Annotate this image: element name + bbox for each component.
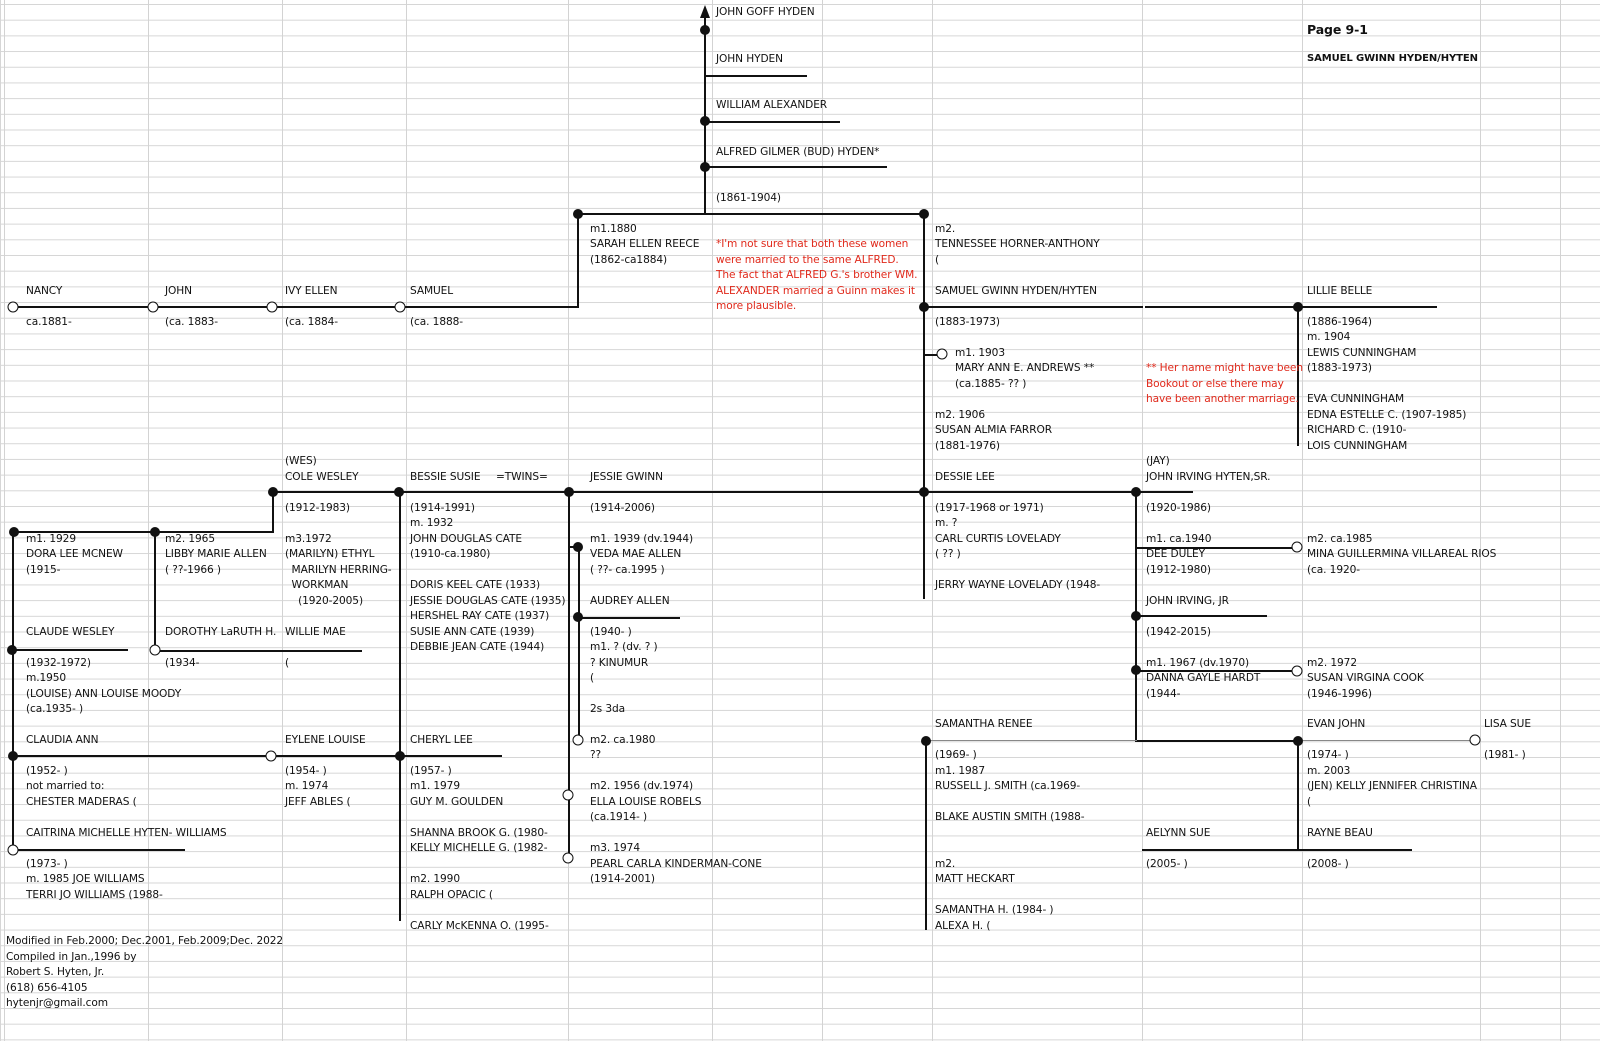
spouse-name: TENNESSEE HORNER-ANTHONY [935,238,1100,250]
spouse-name: PEARL CARLA KINDERMAN-CONE [590,858,762,870]
spouse-name: LEWIS CUNNINGHAM [1307,347,1417,359]
partner-name: CHESTER MADERAS ( [26,796,137,808]
person-name: LILLIE BELLE [1307,285,1373,297]
spouse-dates: ( ??-1966 ) [165,564,221,576]
spouse-name: JEFF ABLES ( [285,796,351,808]
marriage-2: m2. ca.1985 [1307,533,1373,545]
spouse-dates: (1862-ca1884) [590,254,668,266]
marriage: m. 1985 JOE WILLIAMS [26,873,145,885]
grandchild-name: EVAN JOHN [1307,718,1366,730]
spouse-dates: (1914-2001) [590,873,655,885]
child-name: EVA CUNNINGHAM [1307,393,1405,405]
note-line: Bookout or else there may [1146,378,1284,390]
marriage-1: m1. 1939 (dv.1944) [590,533,694,545]
footer-compiled: Compiled in Jan.,1996 by [6,951,137,963]
person-name: IVY ELLEN [285,285,338,297]
spouse-name: SUSAN ALMIA FARROR [935,424,1052,436]
child-name: AELYNN SUE [1146,827,1211,839]
person-dates: (1912-1983) [285,502,350,514]
spouse-dates: (1881-1976) [935,440,1000,452]
child-name: EDNA ESTELLE C. (1907-1985) [1307,409,1467,421]
note-line: ** Her name might have been [1146,362,1303,374]
person-dates: (1952- ) [26,765,68,777]
ancestor: JOHN GOFF HYDEN [716,6,815,18]
person-dates: (1934- [165,657,200,669]
spouse-name: VEDA MAE ALLEN [590,548,682,560]
marriage-1: m1. 1929 [26,533,76,545]
person-name: JOHN [165,285,192,297]
child-name: HERSHEL RAY CATE (1937) [410,610,550,622]
child-name: TERRI JO WILLIAMS (1988- [26,889,163,901]
spouse-dates: (1910-ca.1980) [410,548,491,560]
grandchild-name: SAMANTHA RENEE [935,718,1033,730]
child-name: RICHARD C. (1910- [1307,424,1407,436]
child-name: JESSIE DOUGLAS CATE (1935) [410,595,566,607]
spouse-dates: (ca. 1920- [1307,564,1360,576]
spouse-name: RUSSELL J. SMITH (ca.1969- [935,780,1081,792]
person-name: COLE WESLEY [285,471,359,483]
spouse-dates: ( [1307,796,1312,808]
person-dates: (1973- ) [26,858,68,870]
note-line: *I'm not sure that both these women [716,238,909,250]
spouse-name: (JEN) KELLY JENNIFER CHRISTINA [1307,780,1477,792]
spouse-name: MARILYN HERRING- [285,564,392,576]
spouse-dates: (ca.1885- ?? ) [955,378,1027,390]
marriage-2: m2. 1906 [935,409,985,421]
child-name: SUSIE ANN CATE (1939) [410,626,535,638]
ancestor: WILLIAM ALEXANDER [716,99,828,111]
ancestor: ALFRED GILMER (BUD) HYDEN* [716,146,880,158]
person-dates: (1917-1968 or 1971) [935,502,1044,514]
spouse-name: GUY M. GOULDEN [410,796,504,808]
grandchild-name: CHERYL LEE [410,734,473,746]
subject-dates: (1883-1973) [935,316,1000,328]
spouse-name: WORKMAN [285,579,349,591]
marriage: m1. ? (dv. ? ) [590,641,658,653]
marriage: m. ? [935,517,958,529]
marriage: m. 1904 [1307,331,1351,343]
twins-label: =TWINS= [496,471,548,483]
person-name: JOHN IRVING HYTEN,SR. [1146,471,1271,483]
ancestor: JOHN HYDEN [716,53,783,65]
spouse-name: ? KINUMUR [590,657,649,669]
spouse-dates: (1915- [26,564,61,576]
child-name: CAITRINA MICHELLE HYTEN- WILLIAMS [26,827,227,839]
spouse-dates: (1912-1980) [1146,564,1211,576]
note-line: more plausible. [716,300,797,312]
marriage: m. 1974 [285,780,329,792]
person-dates: (1981- ) [1484,749,1526,761]
marriage: m. 1932 [410,517,454,529]
person-dates: (1969- ) [935,749,977,761]
footer-author: Robert S. Hyten, Jr. [6,966,105,978]
marriage: m. 2003 [1307,765,1351,777]
person-dates: (1940- ) [590,626,632,638]
grandchild-name: EYLENE LOUISE [285,734,366,746]
marriage-2: m2. 1965 [165,533,215,545]
nickname: (JAY) [1146,455,1170,467]
child-name: CARLY McKENNA O. (1995- [410,920,549,932]
child-name: JERRY WAYNE LOVELADY (1948- [935,579,1101,591]
note-line: were married to the same ALFRED. [716,254,899,266]
marriage: m.1950 [26,672,67,684]
grandchild-name: LISA SUE [1484,718,1531,730]
spouse-name: CARL CURTIS LOVELADY [935,533,1061,545]
spouse-name: (MARILYN) ETHYL [285,548,375,560]
child-name: BLAKE AUSTIN SMITH (1988- [935,811,1085,823]
person-dates: (1942-2015) [1146,626,1211,638]
person-name: NANCY [26,285,63,297]
spouse-dates: (ca.1914- ) [590,811,648,823]
spouse-name: DANNA GAYLE HARDT [1146,672,1261,684]
nickname: (WES) [285,455,317,467]
spouse-dates: ( ?? ) [935,548,961,560]
marriage-2: m2. 1990 [410,873,460,885]
spouse-name: RALPH OPACIC ( [410,889,493,901]
spouse-dates: ( ??- ca.1995 ) [590,564,665,576]
marriage-2: m2. [935,858,956,870]
person-name: BESSIE SUSIE [410,471,481,483]
person-dates: (1974- ) [1307,749,1349,761]
child-name: KELLY MICHELLE G. (1982- [410,842,548,854]
marriage-2: m2. ca.1980 [590,734,656,746]
person-dates: (ca. 1883- [165,316,218,328]
marriage-1: m1.1880 [590,223,637,235]
person-dates: (1914-1991) [410,502,475,514]
marriage-3: m3.1972 [285,533,332,545]
spouse-name: SUSAN VIRGINA COOK [1307,672,1424,684]
spouse-dates: ( [935,254,940,266]
child-name: DOROTHY LaRUTH H. [165,626,277,638]
person-dates: ca.1881- [26,316,72,328]
spouse-name: LIBBY MARIE ALLEN [165,548,267,560]
spouse-dates: (ca.1935- ) [26,703,84,715]
marriage-1: m1. 1987 [935,765,985,777]
child-name: CLAUDE WESLEY [26,626,115,638]
child-name: ALEXA H. ( [935,920,991,932]
person-dates: (ca. 1888- [410,316,463,328]
spouse-name: MARY ANN E. ANDREWS ** [955,362,1095,374]
note-line: ALEXANDER married a Guinn makes it [716,285,915,297]
spouse-name: SARAH ELLEN REECE [590,238,700,250]
marriage-2: m2. 1972 [1307,657,1357,669]
person-dates: (2008- ) [1307,858,1349,870]
person-name: JESSIE GWINN [590,471,663,483]
spouse-name: (LOUISE) ANN LOUISE MOODY [26,688,182,700]
spouse-name: DORA LEE MCNEW [26,548,123,560]
child-name: RAYNE BEAU [1307,827,1373,839]
spouse-name: ELLA LOUISE ROBELS [590,796,702,808]
child-name: AUDREY ALLEN [590,595,670,607]
spouse-name: DEE DULEY [1146,548,1205,560]
marriage-2: m2. [935,223,956,235]
spouse-dates: (1920-2005) [285,595,363,607]
children-count: 2s 3da [590,703,625,715]
note-line: The fact that ALFRED G.'s brother WM. [716,269,918,281]
person-name: DESSIE LEE [935,471,995,483]
grandchild-name: CLAUDIA ANN [26,734,99,746]
person-dates: (ca. 1884- [285,316,338,328]
spouse-name: MATT HECKART [935,873,1015,885]
person-dates: (1957- ) [410,765,452,777]
marriage-2: m2. 1956 (dv.1974) [590,780,694,792]
spouse-name: MINA GUILLERMINA VILLAREAL RIOS [1307,548,1497,560]
child-name: DEBBIE JEAN CATE (1944) [410,641,545,653]
person-dates: (1886-1964) [1307,316,1372,328]
person-dates: (1920-1986) [1146,502,1211,514]
marriage-1: m1. 1967 (dv.1970) [1146,657,1250,669]
marriage-1: m1. ca.1940 [1146,533,1212,545]
child-name: LOIS CUNNINGHAM [1307,440,1408,452]
person-dates: (1954- ) [285,765,327,777]
marriage-3: m3. 1974 [590,842,640,854]
child-name: JOHN IRVING, JR [1146,595,1229,607]
person-dates: (1914-2006) [590,502,655,514]
spouse-dates: (1883-1973) [1307,362,1372,374]
child-name: WILLIE MAE [285,626,346,638]
note-line: have been another marriage. [1146,393,1299,405]
spouse-name: JOHN DOUGLAS CATE [410,533,522,545]
subject-name: SAMUEL GWINN HYDEN/HYTEN [935,285,1097,297]
ancestor-dates: (1861-1904) [716,192,781,204]
person-dates: ( [285,657,290,669]
person-dates: (1932-1972) [26,657,91,669]
person-dates: (2005- ) [1146,858,1188,870]
child-name: SHANNA BROOK G. (1980- [410,827,548,839]
spouse-dates: (1946-1996) [1307,688,1372,700]
footer-phone: (618) 656-4105 [6,982,88,994]
spouse-dates: ( [590,672,595,684]
person-name: SAMUEL [410,285,454,297]
marriage-1: m1. 1979 [410,780,460,792]
page-subject: SAMUEL GWINN HYDEN/HYTEN [1307,53,1478,64]
child-name: DORIS KEEL CATE (1933) [410,579,541,591]
page-number: Page 9-1 [1307,22,1368,37]
footer-email[interactable]: hytenjr@gmail.com [6,997,108,1009]
child-name: SAMANTHA H. (1984- ) [935,904,1054,916]
marriage-1: m1. 1903 [955,347,1005,359]
spouse-dates: (1944- [1146,688,1181,700]
relation: not married to: [26,780,105,792]
spouse-name: ?? [590,749,602,761]
footer-modified: Modified in Feb.2000; Dec.2001, Feb.2009;Dec. 2022 [6,935,284,947]
